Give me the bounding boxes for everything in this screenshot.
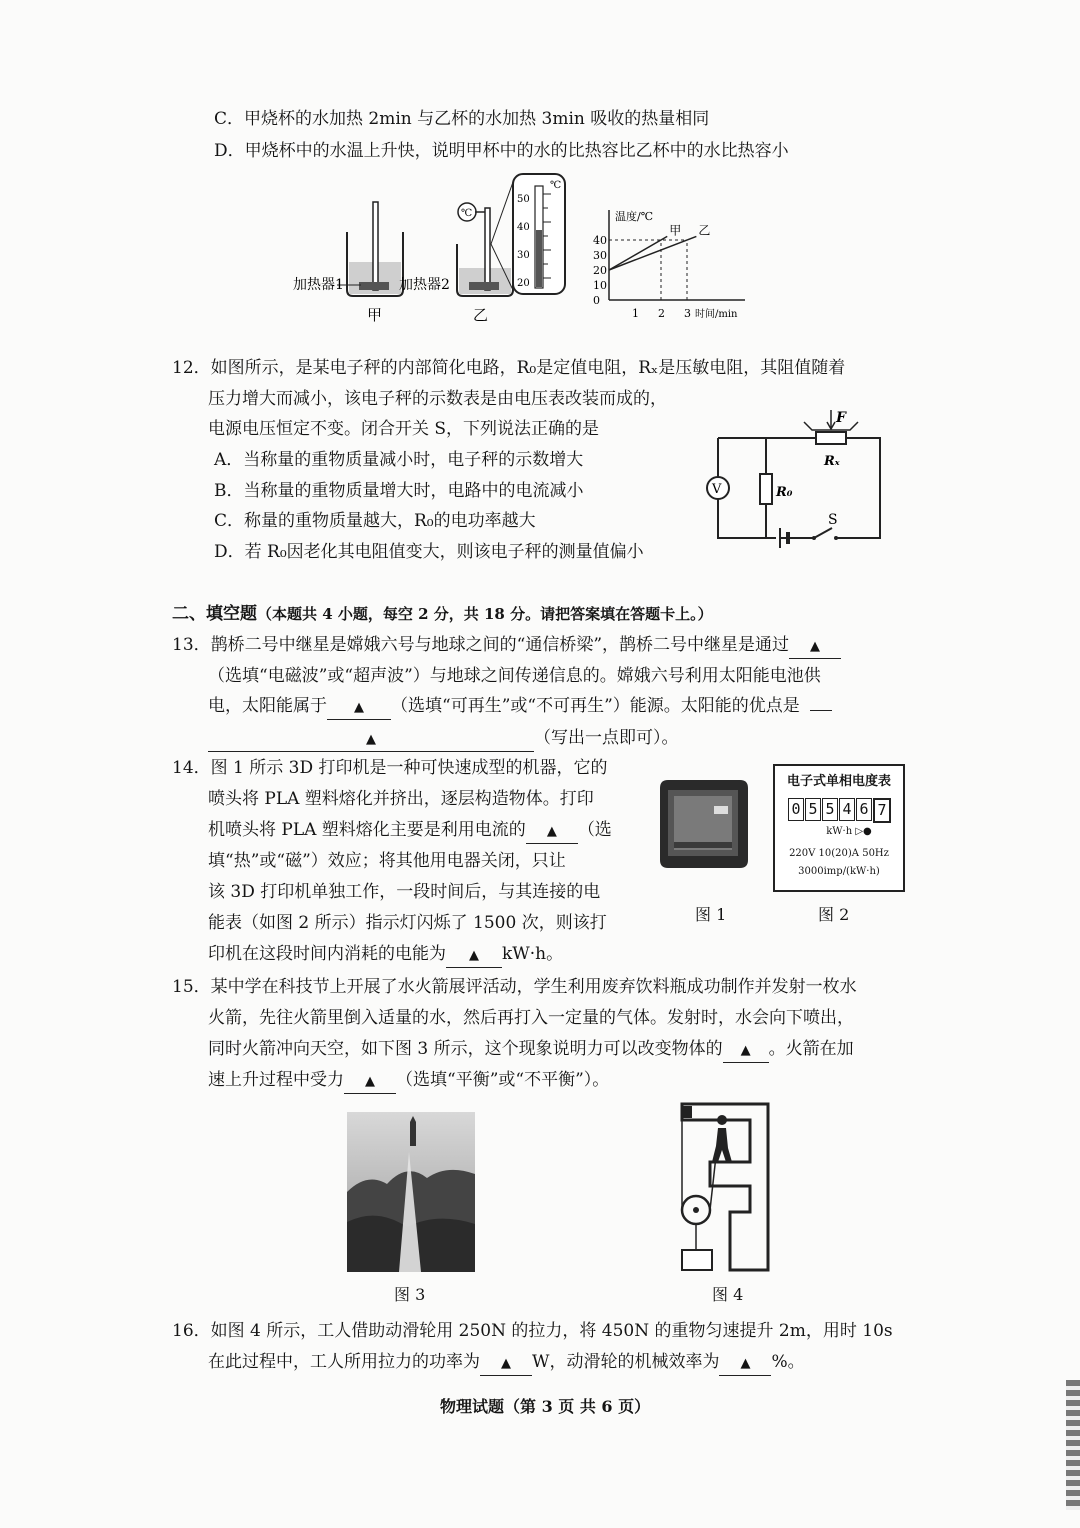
meter-digit: 4 <box>839 798 855 821</box>
q16-text-2b: W，动滑轮的机械效率为 <box>532 1352 720 1372</box>
q15-text-4a: 速上升过程中受力 <box>208 1070 344 1090</box>
meter-digit: 0 <box>788 798 804 821</box>
q12-option-a: A．当称量的重物质量减小时，电子秤的示数增大 <box>214 450 584 470</box>
q12-stem-3: 电源电压恒定不变。闭合开关 S，下列说法正确的是 <box>208 419 600 439</box>
beakers-figure <box>285 172 575 332</box>
q14-line-7 <box>208 943 563 968</box>
q16-line-1: 16．如图 4 所示，工人借助动滑轮用 250N 的拉力，将 450N 的重物匀速提升 2m，用时 10s <box>172 1321 893 1341</box>
meter-digit: 5 <box>805 798 821 821</box>
x-tick-label: 1 <box>632 307 639 320</box>
scan-edge-marks <box>1066 1380 1080 1510</box>
q11-option-c: C．甲烧杯的水加热 2min 与乙杯的水加热 3min 吸收的热量相同 <box>214 109 710 129</box>
heater2-label: 加热器2 <box>399 277 450 293</box>
circuit-diagram <box>700 408 890 553</box>
meter-digit-decimal: 7 <box>873 798 891 823</box>
energy-meter <box>773 764 905 892</box>
q15-blank-2[interactable]: ▲ <box>344 1069 396 1094</box>
series-label-yi: 乙 <box>698 223 711 238</box>
y-tick-label: 10 <box>593 279 607 292</box>
q13-text-3b: （选填“可再生”或“不可再生”）能源。太阳能的优点是 <box>391 696 800 716</box>
printer-image <box>654 776 754 871</box>
q12-stem-2: 压力增大而减小，该电子秤的示数表是由电压表改装而成的， <box>208 389 667 409</box>
q14-line-3 <box>208 819 612 844</box>
small-thermo-unit: ℃ <box>461 208 473 219</box>
fig4-caption: 图 4 <box>712 1285 744 1304</box>
q14-text-3b: （选 <box>577 820 612 840</box>
q14-line-6: 能表（如图 2 所示）指示灯闪烁了 1500 次，则该打 <box>208 913 607 933</box>
q15-line-1: 15．某中学在科技节上开展了水火箭展评活动，学生利用废弃饮料瓶成功制作并发射一枚水 <box>172 977 857 997</box>
meter-unit-row <box>795 826 903 837</box>
q15-text-4b: （选填“平衡”或“不平衡”）。 <box>396 1070 610 1090</box>
page-footer: 物理试题（第 3 页 共 6 页） <box>440 1397 651 1416</box>
q13-blank-3[interactable]: ▲ <box>208 727 534 752</box>
q14-text-7a: 印机在这段时间内消耗的电能为 <box>208 944 446 964</box>
beaker-jia <box>337 202 403 296</box>
meter-indicator-icon: ▷● <box>855 826 872 837</box>
q13-blank-2[interactable]: ▲ <box>327 695 391 720</box>
switch-s <box>814 528 832 538</box>
beaker-yi <box>457 182 513 296</box>
series-line-yi <box>609 236 696 270</box>
y-tick-label: 20 <box>593 264 607 277</box>
q12-option-b: B．当称量的重物质量增大时，电路中的电流减小 <box>214 481 584 501</box>
q15-blank-1[interactable]: ▲ <box>723 1038 769 1063</box>
cup-yi-label: 乙 <box>473 306 489 324</box>
q14-blank-2[interactable]: ▲ <box>446 943 502 968</box>
q14-line-5: 该 3D 打印机单独工作，一段时间后，与其连接的电 <box>208 882 601 902</box>
q16-text-2c: %。 <box>771 1352 805 1372</box>
q13-text-4: （写出一点即可）。 <box>534 728 679 748</box>
q13-line-1 <box>172 634 841 659</box>
series-label-jia: 甲 <box>669 223 682 238</box>
switch-label: S <box>828 512 838 528</box>
q15-line-4 <box>208 1069 609 1094</box>
meter-spec-2: 3000imp/(kW·h) <box>798 866 880 877</box>
q15-text-3a: 同时火箭冲向天空，如下图 3 所示，这个现象说明力可以改变物体的 <box>208 1039 723 1059</box>
meter-title: 电子式单相电度表 <box>786 774 891 789</box>
q16-blank-1[interactable]: ▲ <box>480 1351 532 1376</box>
q16-text-2a: 在此过程中，工人所用拉力的功率为 <box>208 1352 480 1372</box>
thermometer-scale <box>513 174 565 294</box>
rx-label: Rₓ <box>824 454 840 469</box>
q11-option-d: D．甲烧杯中的水温上升快，说明甲杯中的水的比热容比乙杯中的水比热容小 <box>214 141 789 161</box>
q12-option-c: C．称量的重物质量越大，R₀的电功率越大 <box>214 511 536 531</box>
resistor-r0 <box>760 474 772 504</box>
heater1-label: 加热器1 <box>293 277 344 293</box>
section-2-note: （本题共 4 小题，每空 2 分，共 18 分。请把答案填在答题卡上。） <box>257 605 713 623</box>
q14-text-7b: kW·h。 <box>502 944 564 964</box>
water-rocket-photo <box>347 1112 475 1272</box>
q13-blank-1[interactable]: ▲ <box>789 634 841 659</box>
y-tick-label: 40 <box>593 234 607 247</box>
force-label: F <box>836 410 846 426</box>
q14-text-3a: 机喷头将 PLA 塑料熔化主要是利用电流的 <box>208 820 526 840</box>
thermo-tick-30: 30 <box>517 250 530 261</box>
q16-blank-2[interactable]: ▲ <box>719 1351 771 1376</box>
q14-line-4: 填“热”或“磁”）效应；将其他用电器关闭，只让 <box>208 851 566 871</box>
voltmeter-label: V <box>712 482 722 497</box>
pulley-figure <box>670 1100 775 1278</box>
r0-label: R₀ <box>776 485 793 500</box>
section-2-heading <box>172 603 713 625</box>
q15-text-3b: 。火箭在加 <box>768 1039 854 1059</box>
thermo-unit: ℃ <box>550 180 562 191</box>
fig1-caption: 图 1 <box>695 905 727 924</box>
q12-stem-1: 12．如图所示，是某电子秤的内部简化电路，R₀是定值电阻，Rₓ是压敏电阻，其阻值随着 <box>172 358 846 378</box>
x-tick-label: 3 <box>684 307 691 320</box>
q14-blank-1[interactable]: ▲ <box>526 819 578 844</box>
meter-digit: 5 <box>822 798 838 821</box>
fig2-caption: 图 2 <box>818 905 850 924</box>
q13-line-4 <box>208 727 679 752</box>
series-line-jia <box>609 236 667 270</box>
q13-text-3a: 电，太阳能属于 <box>208 696 327 716</box>
q15-line-3 <box>208 1038 854 1063</box>
section-2-title: 二、填空题 <box>172 604 257 624</box>
graph-xlabel: 时间/min <box>695 309 738 320</box>
thermo-tick-50: 50 <box>517 194 530 205</box>
q14-line-2: 喷头将 PLA 塑料熔化并挤出，逐层构造物体。打印 <box>208 789 594 809</box>
meter-spec-1: 220V 10(20)A 50Hz <box>789 848 889 859</box>
thermo-tick-20: 20 <box>517 278 530 289</box>
y-tick-label: 0 <box>593 294 600 307</box>
cup-jia-label: 甲 <box>367 306 383 324</box>
resistor-rx <box>816 432 846 444</box>
fig3-caption: 图 3 <box>394 1285 426 1304</box>
q14-line-1: 14．图 1 所示 3D 打印机是一种可快速成型的机器，它的 <box>172 758 608 778</box>
temperature-graph <box>585 206 755 324</box>
q13-text-1: 13．鹊桥二号中继星是嫦娥六号与地球之间的“通信桥梁”，鹊桥二号中继星是通过 <box>172 635 790 655</box>
y-tick-label: 30 <box>593 249 607 262</box>
q12-option-d: D．若 R₀因老化其电阻值变大，则该电子秤的测量值偏小 <box>214 542 644 562</box>
q13-blank-3-start[interactable] <box>810 710 832 711</box>
meter-digits <box>788 798 892 823</box>
meter-digit: 6 <box>856 798 872 821</box>
q15-line-2: 火箭，先往火箭里倒入适量的水，然后再打入一定量的气体。发射时，水会向下喷出， <box>208 1008 854 1028</box>
q13-line-2: （选填“电磁波”或“超声波”）与地球之间传递信息的。嫦娥六号利用太阳能电池供 <box>208 666 821 686</box>
thermo-tick-40: 40 <box>517 222 530 233</box>
meter-unit: kW·h <box>826 826 853 837</box>
graph-ylabel: 温度/℃ <box>615 210 654 223</box>
x-tick-label: 2 <box>658 307 665 320</box>
q16-line-2 <box>208 1351 805 1376</box>
q13-line-3 <box>208 695 832 720</box>
